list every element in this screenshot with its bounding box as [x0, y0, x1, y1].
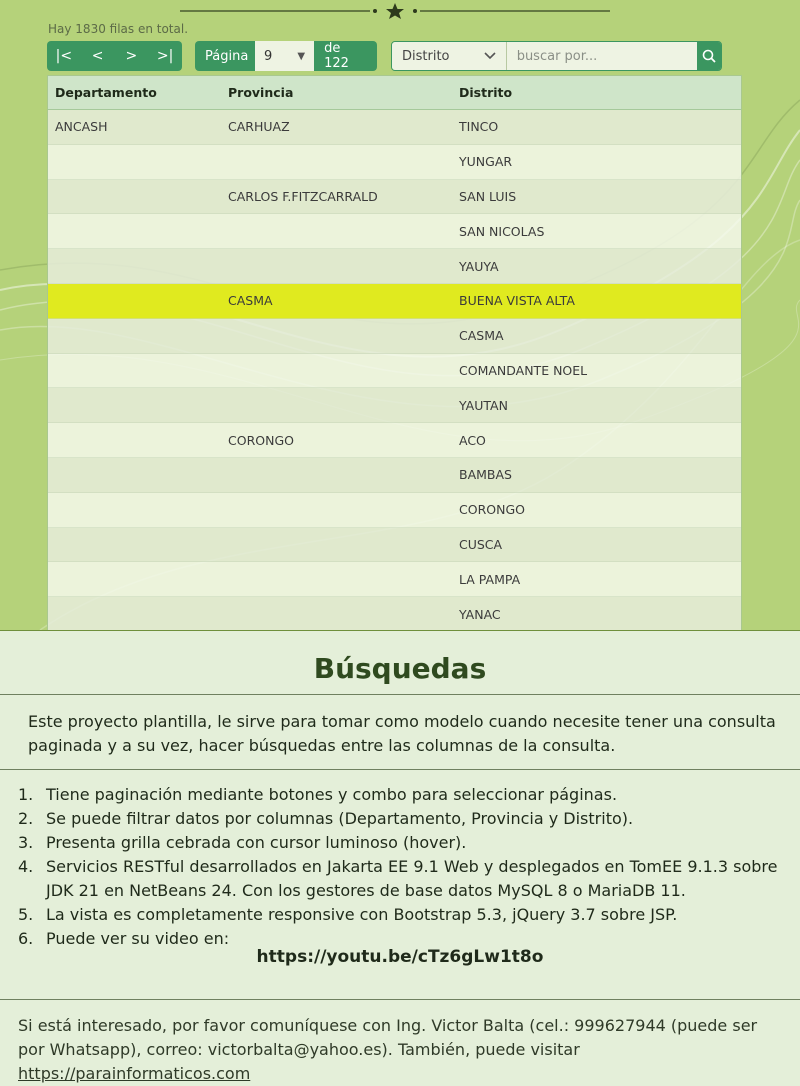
- table-row[interactable]: [48, 110, 741, 145]
- chevron-down-icon: ▼: [297, 50, 306, 62]
- list-item-number: 5.: [18, 905, 34, 924]
- cell-distrito: BUENA VISTA ALTA: [459, 293, 575, 309]
- list-item-text: Puede ver su video en:: [46, 929, 230, 948]
- column-header-provincia[interactable]: Provincia: [228, 85, 294, 100]
- cell-distrito: TINCO: [459, 119, 499, 135]
- page-selector-group: [195, 41, 377, 71]
- list-item-text: Se puede filtrar datos por columnas (Departamento, Provincia y Distrito).: [46, 809, 634, 828]
- table-row[interactable]: [48, 180, 741, 215]
- list-item-number: 3.: [18, 833, 34, 852]
- search-input[interactable]: [507, 42, 697, 70]
- page-title: Búsquedas: [313, 652, 487, 685]
- last-page-button[interactable]: >|: [156, 48, 174, 64]
- intro-paragraph: Este proyecto plantilla, le sirve para tomar como modelo cuando necesite tener una consulta paginada y a su vez, hacer búsquedas entre las columnas de la consulta.: [28, 712, 776, 755]
- table-row[interactable]: [48, 319, 741, 354]
- table-row[interactable]: [48, 284, 741, 319]
- website-link[interactable]: https://parainformaticos.com: [18, 1064, 251, 1083]
- column-header-distrito[interactable]: Distrito: [459, 85, 513, 100]
- divider: [0, 999, 800, 1000]
- cell-distrito: CASMA: [459, 328, 504, 344]
- search-filter-group: [391, 41, 722, 71]
- grid-header: [48, 76, 741, 110]
- cell-distrito: CORONGO: [459, 502, 525, 518]
- cell-distrito: ACO: [459, 432, 486, 448]
- data-grid: [47, 75, 742, 631]
- cell-distrito: COMANDANTE NOEL: [459, 362, 588, 378]
- table-row[interactable]: [48, 145, 741, 180]
- cell-distrito: YUNGAR: [459, 154, 513, 170]
- cell-provincia: CORONGO: [228, 432, 294, 448]
- cell-provincia: CARLOS F.FITZCARRALD: [228, 188, 378, 204]
- list-item: [18, 807, 778, 831]
- features-list: [18, 783, 778, 951]
- table-row[interactable]: [48, 562, 741, 597]
- table-row[interactable]: [48, 423, 741, 458]
- chevron-down-icon: [484, 52, 496, 60]
- current-page-value: 9: [264, 48, 273, 64]
- list-item-text: La vista es completamente responsive con Bootstrap 5.3, jQuery 3.7 sobre JSP.: [46, 905, 678, 924]
- list-item: [18, 783, 778, 807]
- search-icon: [702, 49, 716, 63]
- cell-distrito: YAUTAN: [459, 397, 508, 413]
- table-row[interactable]: [48, 249, 741, 284]
- cell-provincia: CASMA: [228, 293, 273, 309]
- list-item-number: 2.: [18, 809, 34, 828]
- list-item: [18, 855, 778, 903]
- list-item: [18, 831, 778, 855]
- list-item-number: 1.: [18, 785, 34, 804]
- pagination-nav-buttons: [47, 41, 182, 71]
- total-pages-text: de 122: [324, 41, 349, 71]
- divider: [0, 694, 800, 695]
- table-row[interactable]: [48, 493, 741, 528]
- cell-distrito: YANAC: [459, 606, 501, 622]
- table-row[interactable]: [48, 214, 741, 249]
- next-page-button[interactable]: >: [125, 48, 138, 64]
- first-page-button[interactable]: |<: [55, 48, 73, 64]
- video-link[interactable]: https://youtu.be/cTz6gLw1t8o: [256, 947, 544, 967]
- list-item: [18, 903, 778, 927]
- contact-paragraph: [18, 1014, 782, 1086]
- column-header-departamento[interactable]: Departamento: [55, 85, 157, 100]
- table-row[interactable]: [48, 458, 741, 493]
- page-select[interactable]: [255, 41, 314, 71]
- search-button[interactable]: [697, 42, 721, 70]
- column-select-value: Distrito: [402, 48, 450, 64]
- cell-distrito: YAUYA: [459, 258, 499, 274]
- list-item-number: 4.: [18, 857, 34, 876]
- list-item-text: Tiene paginación mediante botones y combo para seleccionar páginas.: [46, 785, 618, 804]
- table-row[interactable]: [48, 388, 741, 423]
- table-row[interactable]: [48, 528, 741, 563]
- cell-provincia: CARHUAZ: [228, 119, 290, 135]
- cell-distrito: LA PAMPA: [459, 571, 521, 587]
- list-item-text: Presenta grilla cebrada con cursor luminoso (hover).: [46, 833, 467, 852]
- header-ornament: [180, 2, 620, 22]
- cell-departamento: ANCASH: [55, 119, 108, 135]
- grid-body: [48, 110, 741, 631]
- list-item-text: Servicios RESTful desarrollados en Jakarta EE 9.1 Web y desplegados en TomEE 9.1.3 sobre JDK 21 en NetBeans 24. Con los gestores de base datos MySQL 8 o MariaDB 11.: [46, 857, 778, 900]
- page-label: Página: [205, 48, 249, 64]
- table-row[interactable]: [48, 597, 741, 631]
- list-item-number: 6.: [18, 929, 34, 948]
- column-select[interactable]: [392, 42, 507, 70]
- cell-distrito: SAN LUIS: [459, 188, 517, 204]
- total-rows-text: Hay 1830 filas en total.: [48, 22, 189, 36]
- cell-distrito: CUSCA: [459, 536, 503, 552]
- divider: [0, 769, 800, 770]
- cell-distrito: SAN NICOLAS: [459, 223, 545, 239]
- contact-text: Si está interesado, por favor comuníquese con Ing. Victor Balta (cel.: 999627944 (puede ser por Whatsapp), correo: victorbalta@yahoo.es). También, puede visitar: [18, 1016, 758, 1059]
- cell-distrito: BAMBAS: [459, 467, 512, 483]
- table-row[interactable]: [48, 354, 741, 389]
- previous-page-button[interactable]: <: [91, 48, 104, 64]
